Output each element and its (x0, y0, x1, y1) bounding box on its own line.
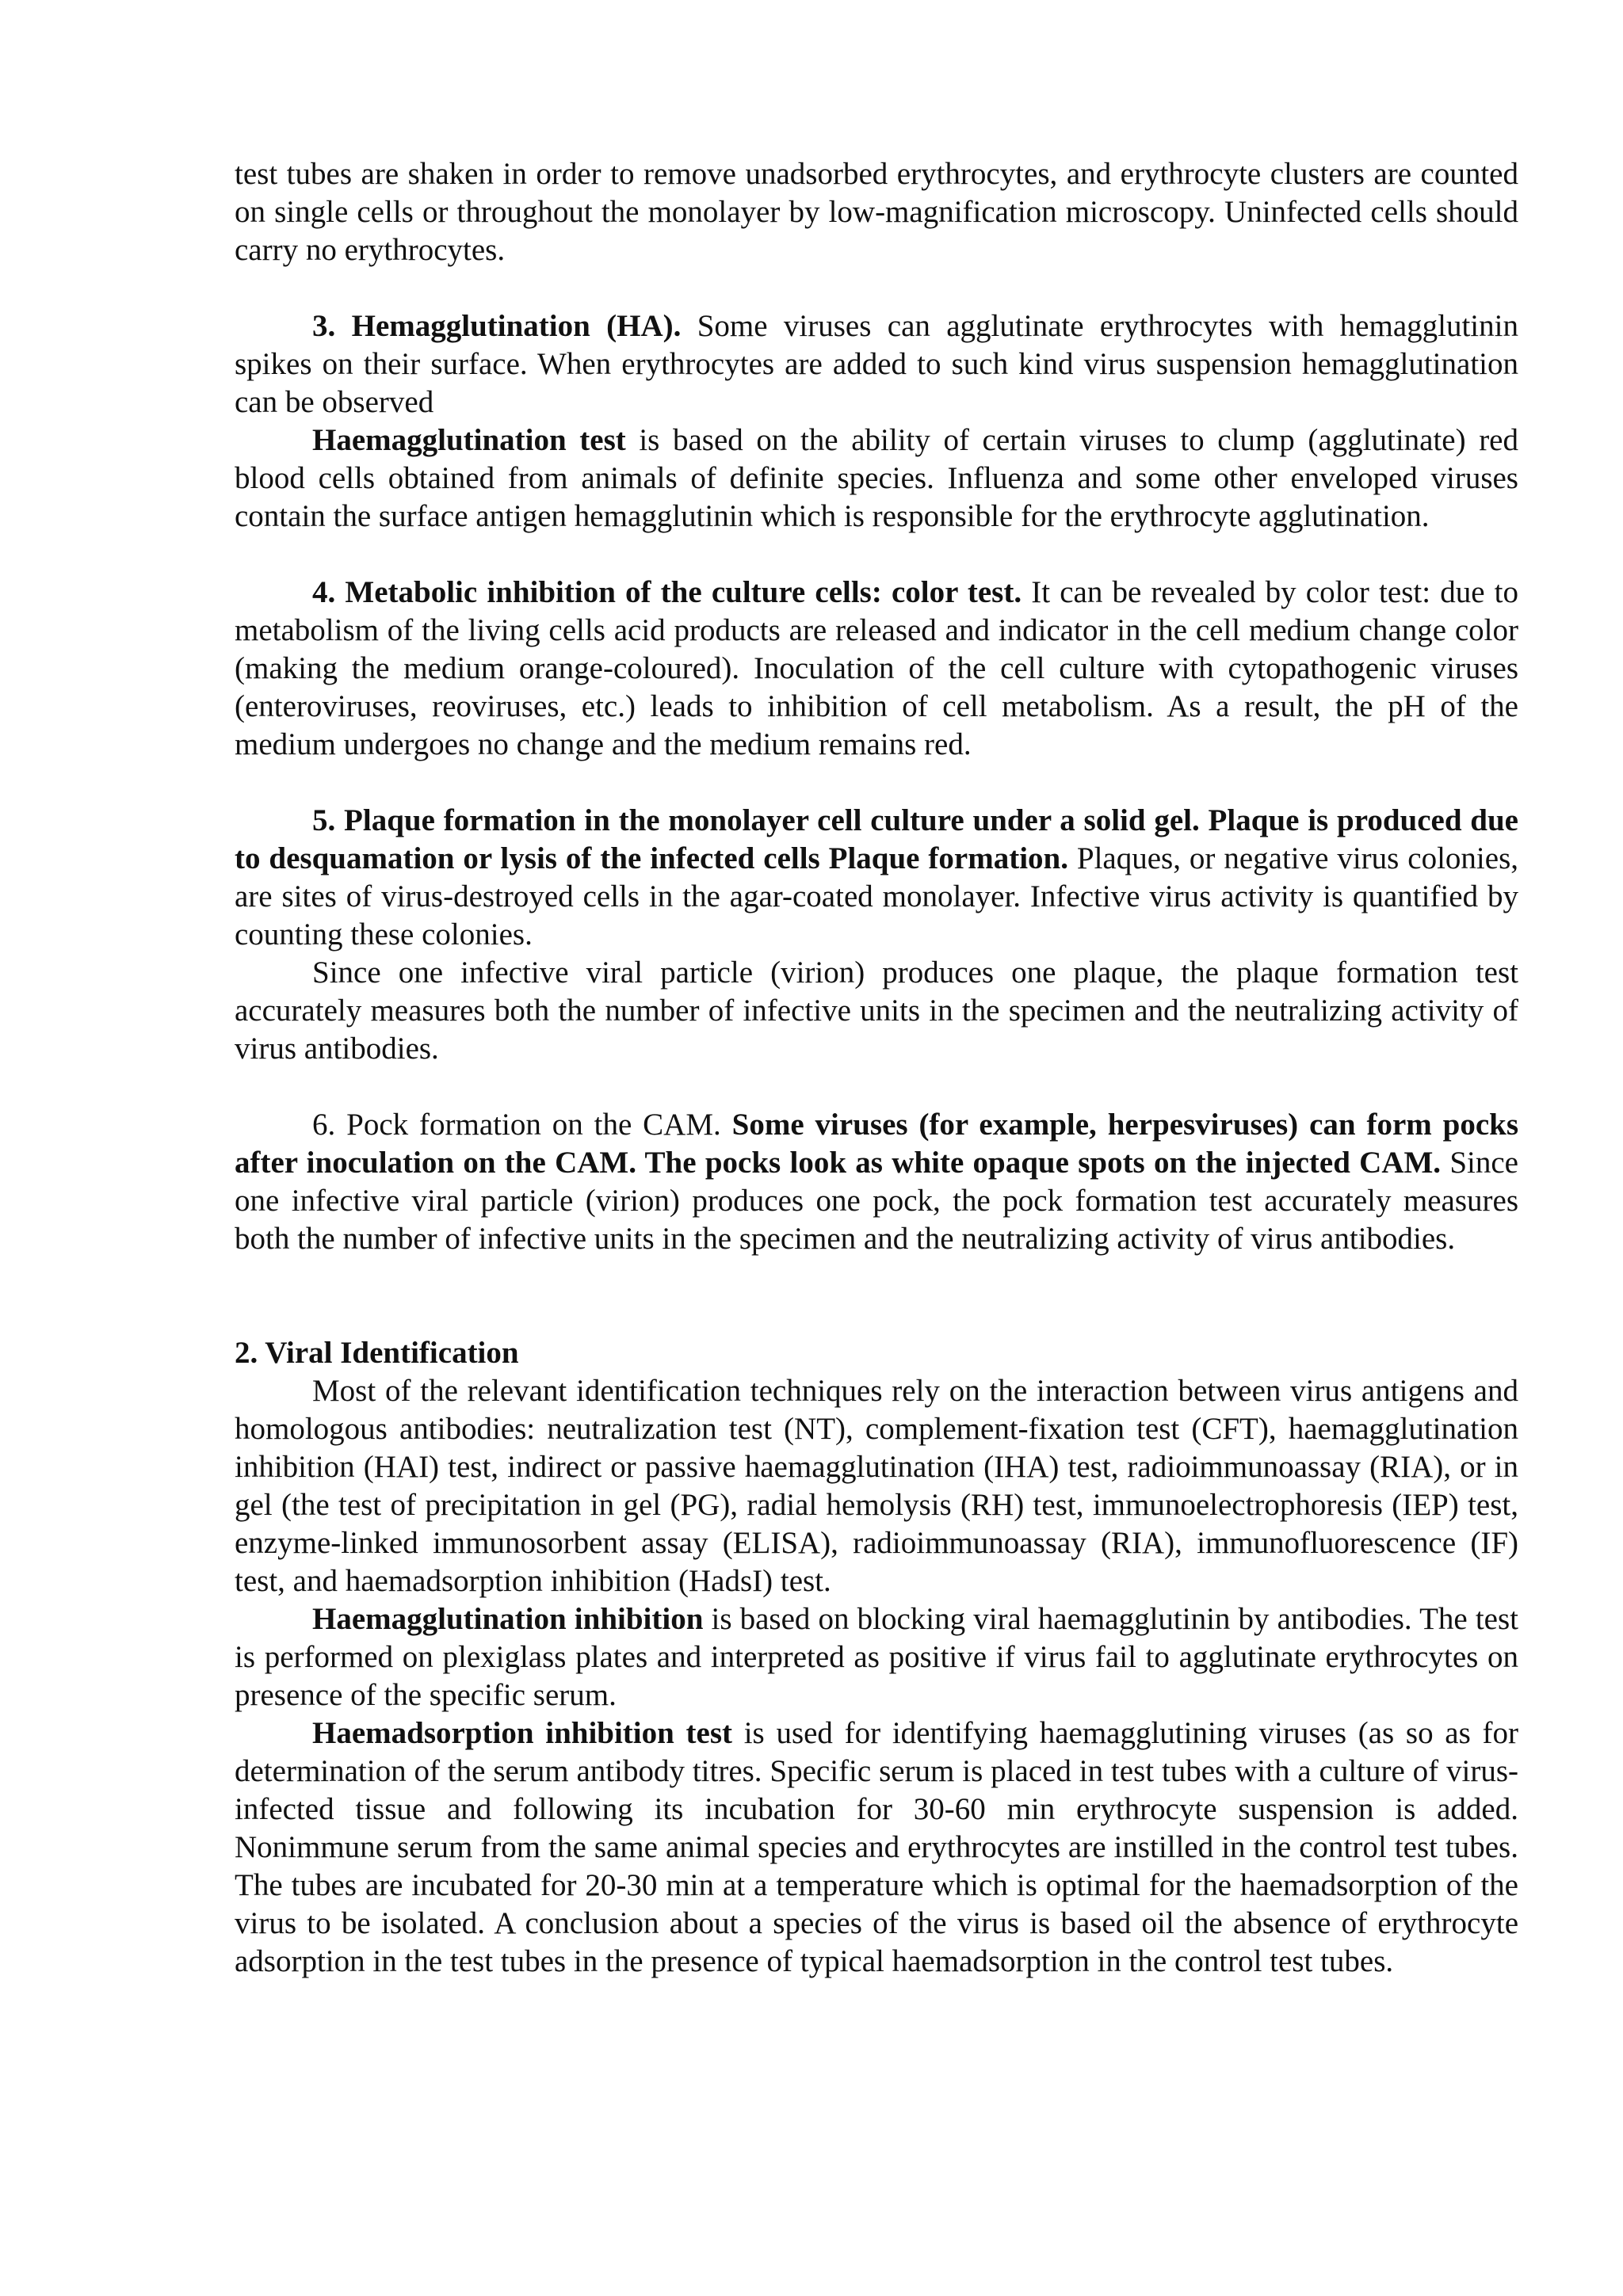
term-haemagglutination-inhibition: Haemagglutination inhibition (312, 1602, 704, 1636)
paragraph-text: is based on blocking viral haemagglutinin by antibodies. The test is performed on plexiglass plates and interpreted as positive if virus fail to agglutinate erythrocytes on presence of the specific serum. (235, 1602, 1518, 1712)
section-lead: 6. Pock formation on the CAM. (312, 1108, 732, 1142)
paragraph-identification-techniques: Most of the relevant identification techniques rely on the interaction between virus antigens and homologous antibodies: neutralization test (NT), complement-fixation test (CFT), haemagglutination inhibition (HAI) test, indirect or passive haemagglutination (IHA) test, radioimmunoassay (RIA), or in gel (the test of precipitation in gel (PG), radial hemolysis (RH) test, immunoelectrophoresis (IEP) test, enzyme-linked immunosorbent assay (ELISA), radioimmunoassay (RIA), immunofluorescence (IF) test, and haemadsorption inhibition (HadsI) test. (235, 1374, 1518, 1598)
section-hemagglutination (235, 307, 1518, 421)
paragraph-continuation: test tubes are shaken in order to remove unadsorbed erythrocytes, and erythrocyte clusters are counted on single cells or throughout the monolayer by low-magnification microscopy. Uninfected cells should carry no erythrocytes. (235, 157, 1518, 267)
section-text: Since one infective viral particle (virion) produces one pock, the pock formation test accurately measures both the number of infective units in the specimen and the neutralizing activity of virus antibodies. (235, 1146, 1518, 1256)
section-pock-formation (235, 1106, 1518, 1258)
section-metabolic-inhibition (235, 574, 1518, 764)
section-text: Plaques, or negative virus colonies, are sites of virus-destroyed cells in the agar-coated monolayer. Infective virus activity is quantified by counting these colonies. (235, 841, 1518, 952)
paragraph-haemagglutination-inhibition (235, 1600, 1518, 1714)
section-text: Some viruses can agglutinate erythrocytes with hemagglutinin spikes on their surface. When erythrocytes are added to such kind virus suspension hemagglutination can be observed (235, 309, 1518, 419)
term-haemagglutination-test: Haemagglutination test (312, 423, 626, 457)
section-text: It can be revealed by color test: due to metabolism of the living cells acid products are released and indicator in the cell medium change color (making the medium orange-coloured). Inoculation of the cell culture with cytopathogenic viruses (enteroviruses, reoviruses, etc.) leads to inhibition of cell metabolism. As a result, the pH of the medium undergoes no change and the medium remains red. (235, 575, 1518, 761)
paragraph-plaque-measure: Since one infective viral particle (virion) produces one plaque, the plaque formation test accurately measures both the number of infective units in the specimen and the neutralizing activity of virus antibodies. (235, 955, 1518, 1066)
section-title: 3. Hemagglutination (HA). (312, 309, 682, 343)
paragraph-text: is based on the ability of certain viruses to clump (agglutinate) red blood cells obtained from animals of definite species. Influenza and some other enveloped viruses contain the surface antigen hemagglutinin which is responsible for the erythrocyte agglutination. (235, 423, 1518, 533)
section-plaque-formation (235, 802, 1518, 954)
section-title: 4. Metabolic inhibition of the culture cells: color test. (312, 575, 1022, 609)
paragraph-haemadsorption-inhibition (235, 1714, 1518, 1981)
document-page (235, 155, 1518, 1981)
heading-viral-identification: 2. Viral Identification (235, 1336, 519, 1370)
section-bold-text: Some viruses (for example, herpesviruses) can form pocks after inoculation on the CAM. The pocks look as white opaque spots on the injected CAM. (235, 1108, 1519, 1180)
paragraph-text: is used for identifying haemagglutining viruses (as so as for determination of the serum antibody titres. Specific serum is placed in test tubes with a culture of virus-infected tissue and following its incubation for 30-60 min erythrocyte suspension is added. Nonimmune serum from the same animal species and erythrocytes are instilled in the control test tubes. The tubes are incubated for 20-30 min at a temperature which is optimal for the haemadsorption of the virus to be isolated. A conclusion about a species of the virus is based oil the absence of erythrocyte adsorption in the test tubes in the presence of typical haemadsorption in the control test tubes. (235, 1716, 1518, 1978)
section-title: 5. Plaque formation in the monolayer cell culture under a solid gel. Plaque is produced due to desquamation or lysis of the infected cells Plaque formation. (235, 803, 1518, 875)
term-haemadsorption-inhibition: Haemadsorption inhibition test (312, 1716, 732, 1750)
paragraph-haemagglutination-test (235, 421, 1518, 536)
